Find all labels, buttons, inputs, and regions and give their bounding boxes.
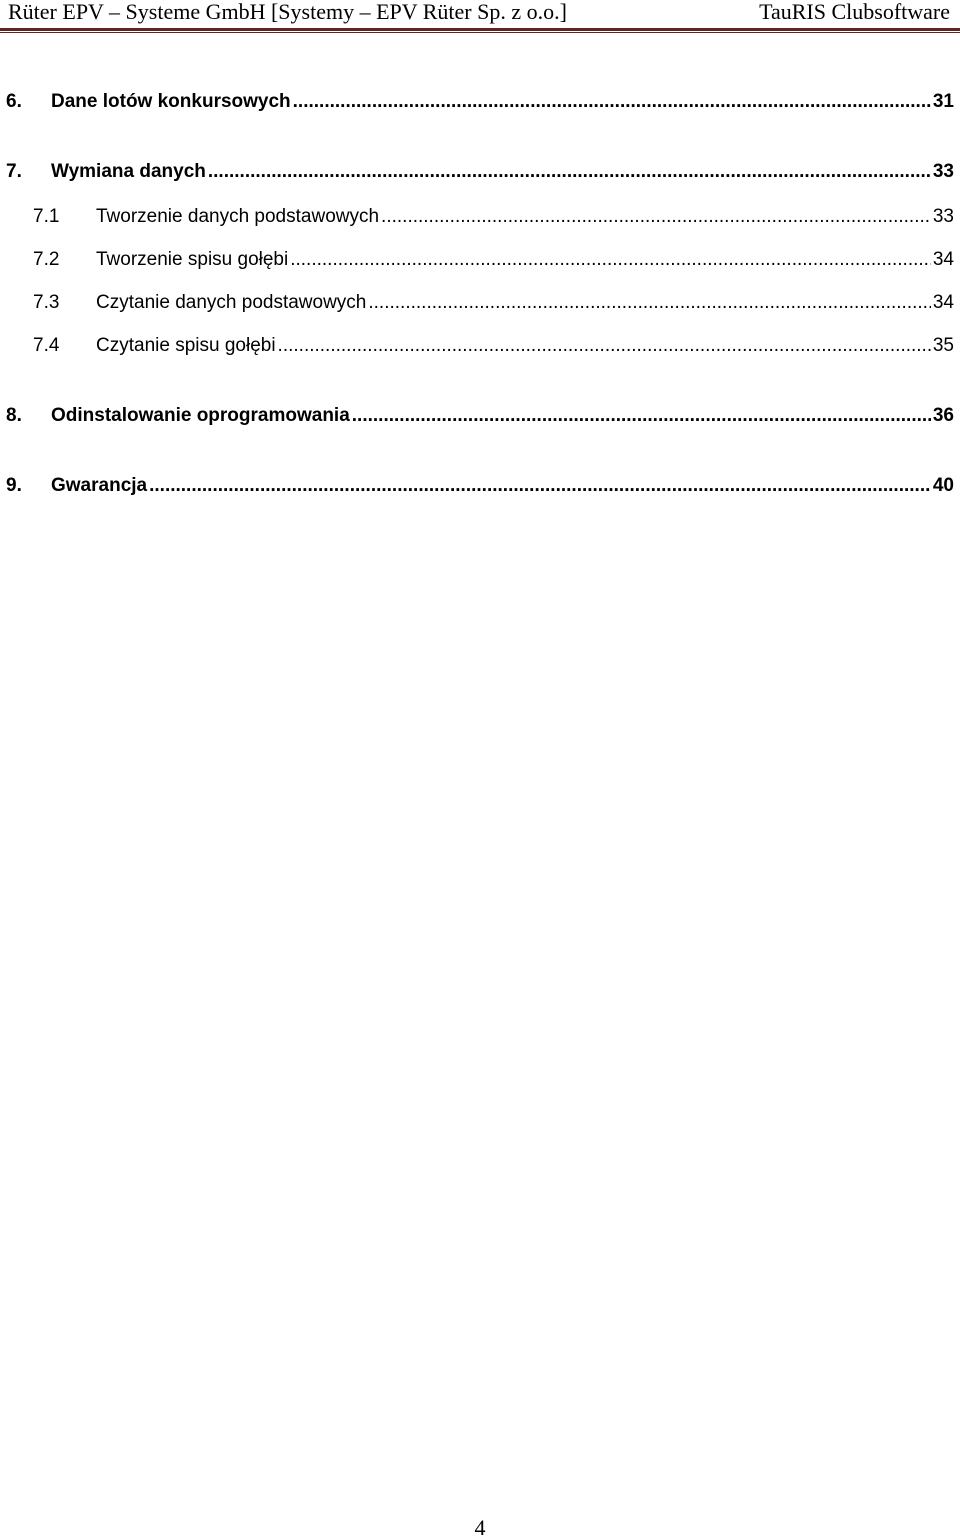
toc-entry-7-1[interactable] [0,204,960,230]
toc-entry-number: 7.1 [33,206,60,227]
toc-entry-7-2[interactable] [0,247,960,273]
header-rule-thick [0,28,960,31]
toc-entry-number: 7. [6,161,22,182]
toc-entry-number: 9. [6,475,22,496]
toc-entry-number: 7.2 [33,249,60,270]
toc-entry-8[interactable] [0,403,960,429]
toc-entry-7[interactable] [0,159,960,185]
toc-entry-page: 34 [932,292,954,313]
toc-entry-page: 34 [932,249,954,270]
toc-entry-9[interactable] [0,473,960,499]
toc-entry-title: Tworzenie danych podstawowych [96,206,380,227]
toc-entry-number: 7.4 [33,335,60,356]
toc-entry-number: 6. [6,91,22,112]
toc-entry-title: Odinstalowanie oprogramowania [51,405,350,426]
header-rule-thin [0,32,960,33]
toc-entry-title: Wymiana danych [51,161,206,182]
toc-dot-leader [352,403,931,429]
page-header [0,0,960,36]
toc-dot-leader [290,247,931,273]
toc-entry-page: 36 [932,405,954,426]
toc-entry-title: Tworzenie spisu gołębi [96,249,289,270]
toc-entry-page: 31 [932,91,954,112]
toc-entry-title: Czytanie danych podstawowych [96,292,367,313]
toc-dot-leader [293,89,931,115]
toc-entry-title: Dane lotów konkursowych [51,91,291,112]
toc-entry-title: Gwarancja [51,475,148,496]
toc-dot-leader [278,333,931,359]
header-company-text: Rüter EPV – Systeme GmbH [Systemy – EPV Rüter Sp. z o.o.] [8,0,567,24]
toc-entry-6[interactable] [0,89,960,115]
header-product-text: TauRIS Clubsoftware [759,0,950,24]
toc-entry-page: 40 [932,475,954,496]
toc-entry-7-3[interactable] [0,290,960,316]
page-number: 4 [474,1515,486,1540]
toc-dot-leader [208,159,931,185]
toc-entry-page: 35 [932,335,954,356]
toc-dot-leader [381,204,931,230]
toc-dot-leader [368,290,930,316]
toc-dot-leader [149,473,931,499]
toc-entry-page: 33 [932,161,954,182]
toc-entry-number: 7.3 [33,292,60,313]
toc-entry-number: 8. [6,405,22,426]
toc-entry-title: Czytanie spisu gołębi [96,335,276,356]
toc-entry-7-4[interactable] [0,333,960,359]
toc-entry-page: 33 [932,206,954,227]
